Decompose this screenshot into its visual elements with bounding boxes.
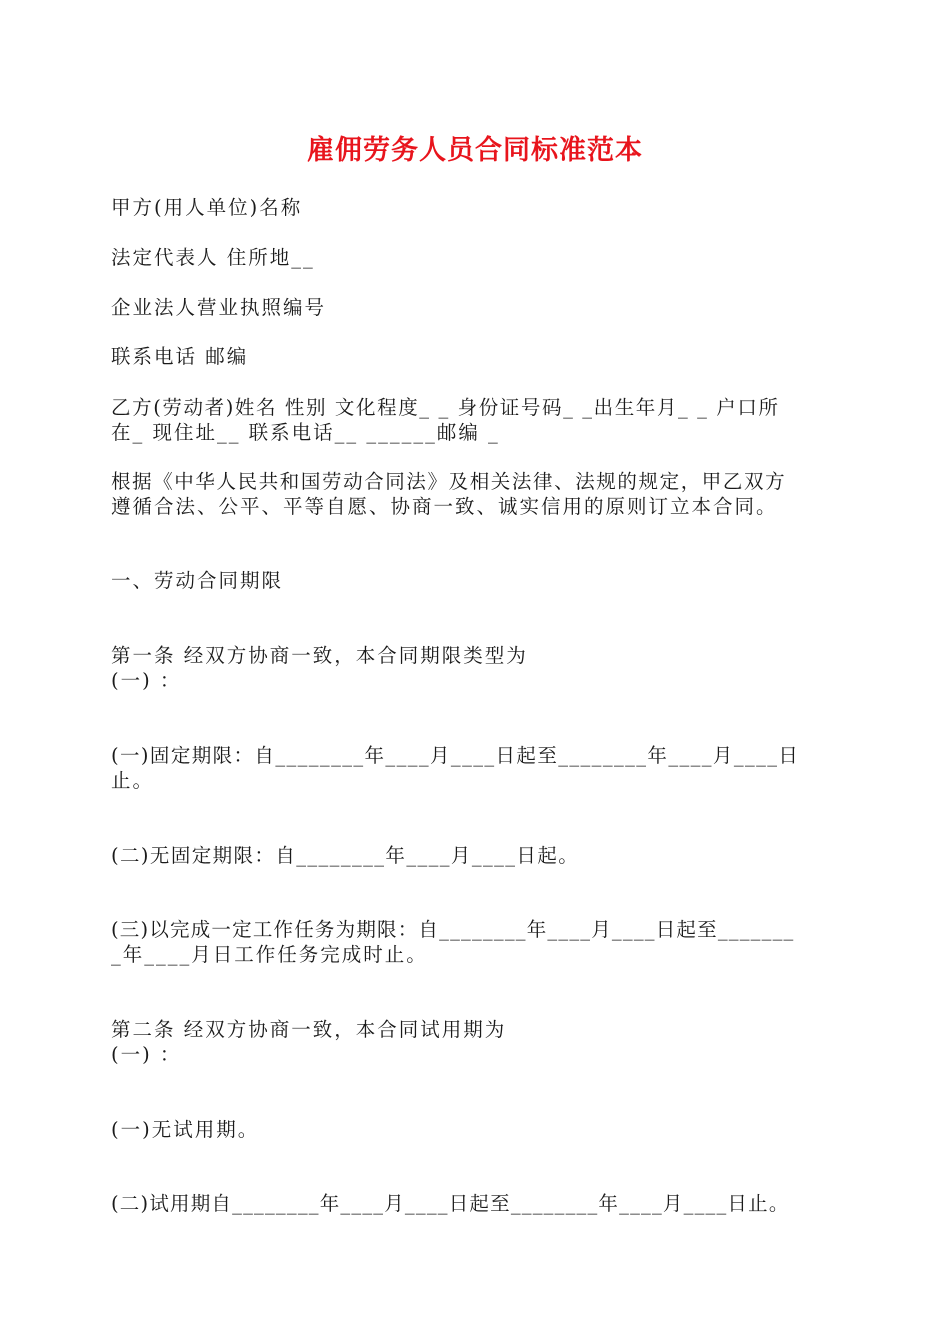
article-2-choice: (一) ： bbox=[111, 1043, 182, 1066]
probation-period-line: (二)试用期自________年____月____日起至________年____月____日止。 bbox=[111, 1192, 790, 1215]
article-2-line: 第二条 经双方协商一致，本合同试用期为 bbox=[111, 1018, 507, 1041]
license-number-line: 企业法人营业执照编号 bbox=[111, 296, 327, 319]
document-title: 雇佣劳务人员合同标准范本 bbox=[307, 135, 643, 166]
open-term-line: (二)无固定期限：自________年____月____日起。 bbox=[111, 844, 580, 867]
party-b-line-2: 在_ 现住址__ 联系电话__ ______邮编 _ bbox=[111, 421, 500, 444]
party-b-line-1: 乙方(劳动者)姓名 性别 文化程度_ _ 身份证号码_ _出生年月_ _ 户口所 bbox=[111, 396, 780, 419]
preamble-line-2: 遵循合法、公平、平等自愿、协商一致、诚实信用的原则订立本合同。 bbox=[111, 495, 778, 518]
section-heading: 一、劳动合同期限 bbox=[111, 569, 284, 592]
article-1-choice: (一) ： bbox=[111, 669, 182, 692]
fixed-term-line-2: 止。 bbox=[111, 769, 155, 792]
legal-rep-line: 法定代表人 住所地__ bbox=[111, 246, 315, 269]
contact-phone-line: 联系电话 邮编 bbox=[111, 345, 249, 368]
article-1-line: 第一条 经双方协商一致，本合同期限类型为 bbox=[111, 644, 528, 667]
preamble-line-1: 根据《中华人民共和国劳动合同法》及相关法律、法规的规定，甲乙双方 bbox=[111, 470, 787, 493]
no-probation-line: (一)无试用期。 bbox=[111, 1118, 260, 1141]
task-term-line-2: _年____月日工作任务完成时止。 bbox=[111, 943, 428, 966]
task-term-line-1: (三)以完成一定工作任务为期限：自________年____月____日起至_______ bbox=[111, 918, 795, 941]
fixed-term-line-1: (一)固定期限：自________年____月____日起至________年____月____日 bbox=[111, 744, 800, 767]
party-a-name-line: 甲方(用人单位)名称 bbox=[111, 196, 303, 219]
